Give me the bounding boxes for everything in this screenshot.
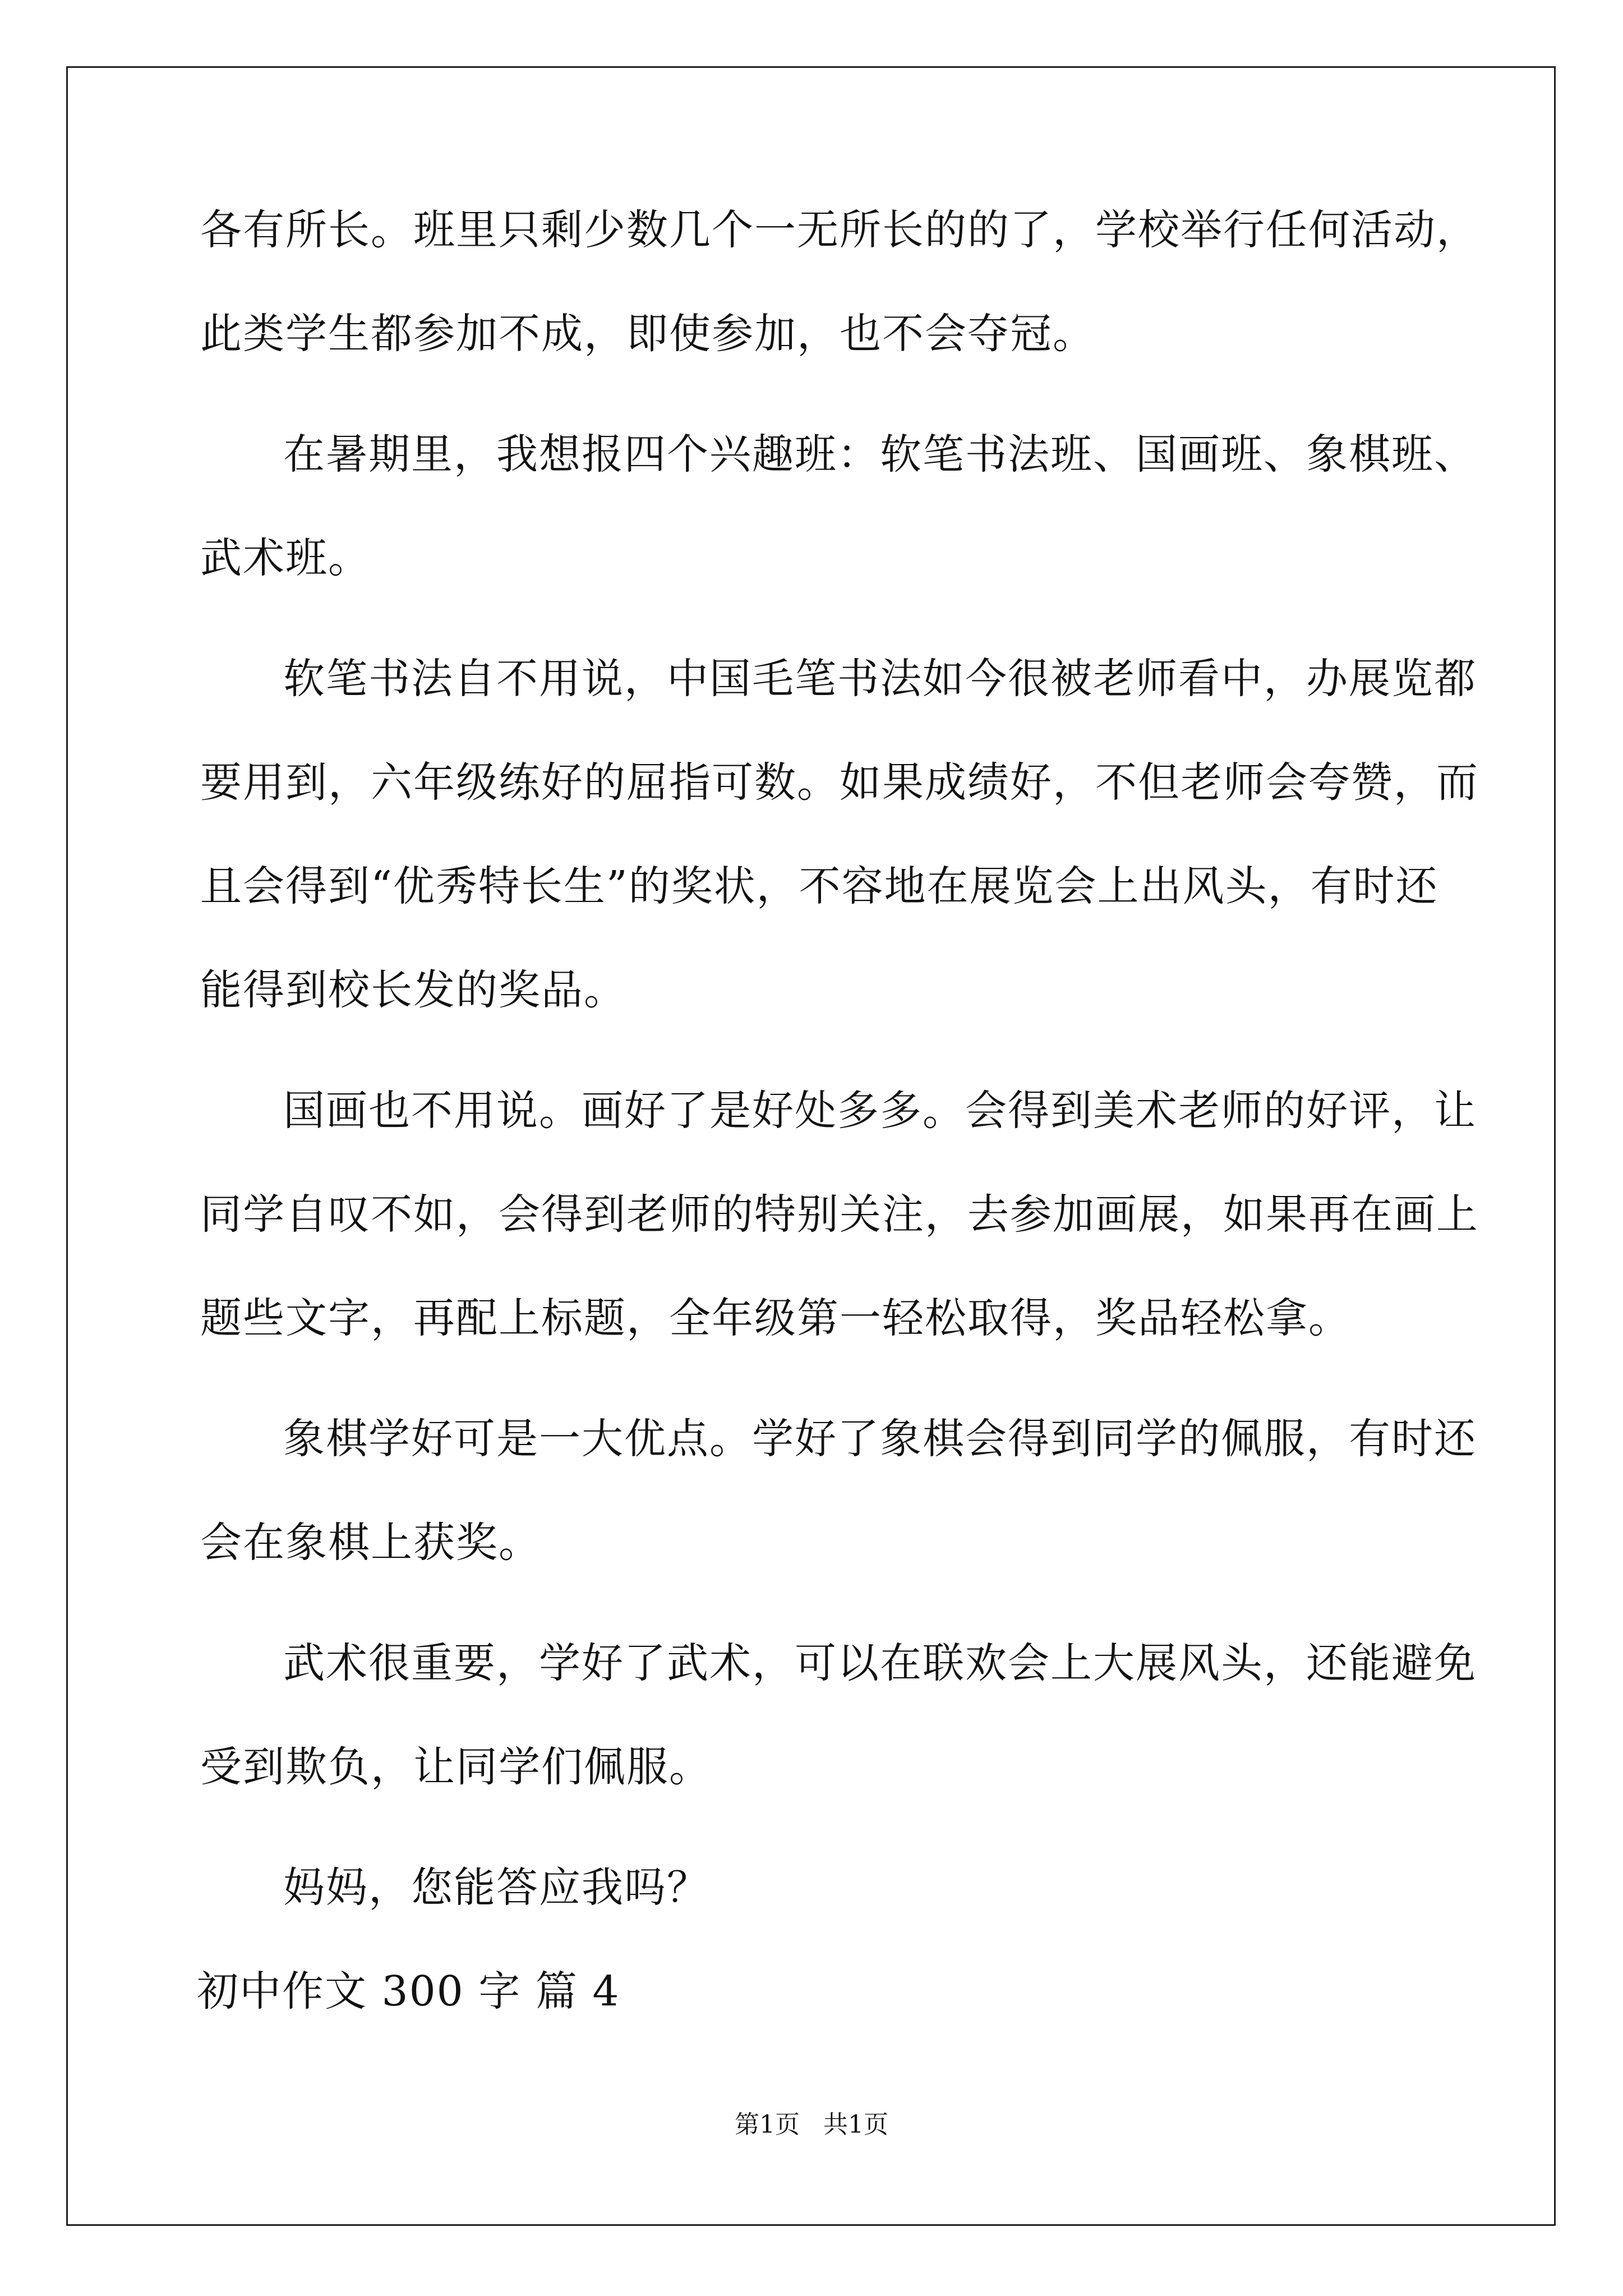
paragraph-line: 武术很重要，学好了武术，可以在联欢会上大展风头，还能避免 — [283, 1639, 1477, 1687]
text-line: 会在象棋上获奖。 — [200, 1519, 541, 1567]
text-line: 受到欺负，让同学们佩服。 — [200, 1743, 712, 1791]
page-number: 第1页 — [735, 2110, 800, 2139]
page-total: 共1页 — [823, 2110, 888, 2139]
paragraph-line: 在暑期里，我想报四个兴趣班：软笔书法班、国画班、象棋班、 — [283, 430, 1477, 478]
text-line: 武术班。 — [200, 534, 371, 582]
paragraph-line: 国画也不用说。画好了是好处多多。会得到美术老师的好评，让 — [283, 1087, 1477, 1135]
paragraph-line: 象棋学好可是一大优点。学好了象棋会得到同学的佩服，有时还 — [283, 1415, 1477, 1463]
text-line: 同学自叹不如，会得到老师的特别关注，去参加画展，如果再在画上 — [200, 1190, 1479, 1239]
paragraph-line: 软笔书法自不用说，中国毛笔书法如今很被老师看中，办展览都 — [283, 655, 1477, 703]
page-footer — [0, 2108, 1623, 2142]
text-line: 此类学生都参加不成，即使参加，也不会夺冠。 — [200, 310, 1095, 358]
section-heading: 初中作文 300 字 篇 4 — [197, 1967, 620, 2016]
paragraph-line: 妈妈，您能答应我吗？ — [283, 1864, 709, 1912]
text-line: 要用到，六年级练好的屈指可数。如果成绩好，不但老师会夸赞，而 — [200, 758, 1479, 807]
text-line: 题些文字，再配上标题，全年级第一轻松取得，奖品轻松拿。 — [200, 1294, 1351, 1342]
text-line: 能得到校长发的奖品。 — [200, 966, 626, 1014]
text-line: 各有所长。班里只剩少数几个一无所长的的了，学校举行任何活动， — [200, 206, 1479, 254]
text-line: 且会得到“优秀特长生”的奖状，不容地在展览会上出风头，有时还 — [200, 862, 1438, 910]
